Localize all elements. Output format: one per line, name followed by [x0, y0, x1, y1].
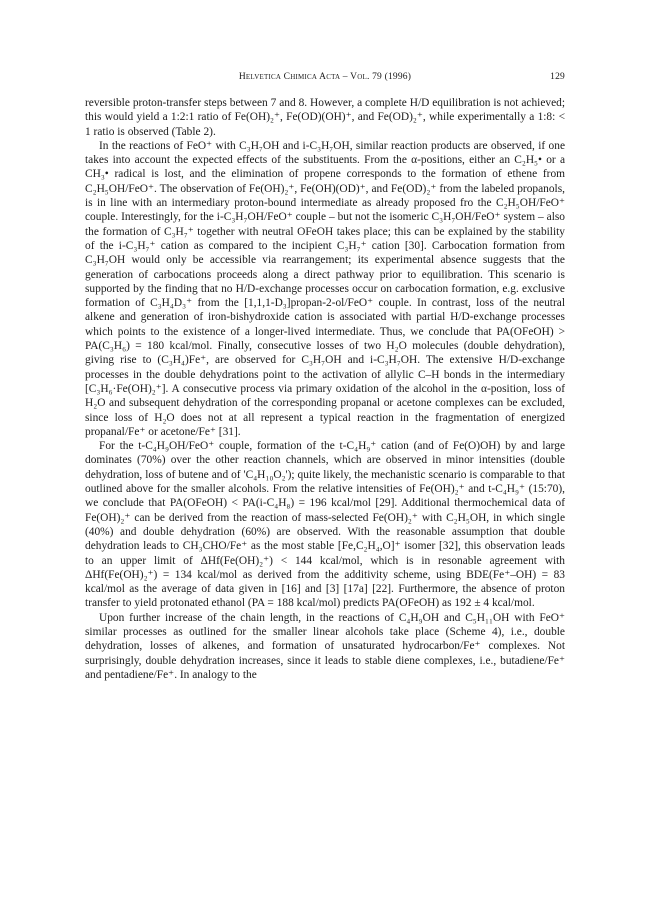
journal-page	[85, 72, 565, 682]
journal-title: Helvetica Chimica Acta – Vol. 79 (1996)	[238, 72, 412, 82]
paragraph-4: Upon further increase of the chain length, in the reactions of C₄H₉OH and C₅H₁₁OH with FeO⁺ similar processes as outlined for the smaller linear alcohols take place (Scheme 4), i.e., double dehydration, losses of alkenes, and formation of unsaturated hydrocarbon/Fe⁺ complexes. Not surprisingly, double dehydration increases, since it leads to stable diene complexes, i.e., butadiene/Fe⁺ and pentadiene/Fe⁺. In analogy to the	[85, 611, 565, 681]
page-number: 129	[550, 72, 565, 82]
paragraph-1: reversible proton-transfer steps between 7 and 8. However, a complete H/D equilibration is not achieved; this would yield a 1:2:1 ratio of Fe(OH)₂⁺, Fe(OD)(OH)⁺, and Fe(OD)₂⁺, while experimentally a 1:8: < 1 ratio is observed (Table 2).	[85, 97, 565, 138]
paragraph-2: In the reactions of FeO⁺ with C₃H₇OH and i-C₃H₇OH, similar reaction products are observed, if one takes into account the expected effects of the substituents. From the α-positions, either an C₂H₅• or a CH₃• radical is lost, and the elimination of propene corresponds to the formation of ethene from C₂H₅OH/FeO⁺. The observation of Fe(OH)₂⁺, Fe(OH)(OD)⁺, and Fe(OD)₂⁺ from the labeled propanols, is in line with an intermediary proton-bound intermediate as already proposed fro the C₂H₅OH/FeO⁺ couple. Interestingly, for the i-C₃H₇OH/FeO⁺ couple – but not the isomeric C₃H₇OH/FeO⁺ system – also the formation of C₃H₇⁺ together with neutral OFeOH takes place; this can be explained by the stability of the i-C₃H₇⁺ cation as compared to the incipient C₃H₇⁺ cation [30]. Carbocation formation from C₃H₇OH would only be accessible via rearrangement; its experimental absence suggests that the generation of carbocations proceeds along a direct pathway prior to equilibration. This scenario is supported by the finding that no H/D-exchange processes occur on carbocation formation, e.g. exclusive formation of C₃H₄D₃⁺ from the [1,1,1-D₃]propan-2-ol/FeO⁺ couple. In contrast, loss of the neutral alkene and generation of iron-bishydroxide cation is associated with partial H/D-exchange processes which points to the existence of a longer-lived intermediate. Thus, we conclude that PA(OFeOH) > PA(C₃H₆) = 180 kcal/mol. Finally, consecutive losses of two H₂O molecules (double dehydration), giving rise to (C₃H₄)Fe⁺, are observed for C₃H₇OH and i-C₃H₇OH. The extensive H/D-exchange processes in the double dehydrations point to the activation of allylic C–H bonds in the intermediary [C₃H₆·Fe(OH)₂⁺]. A consecutive process via primary oxidation of the alcohol in the α-position, loss of H₂O and subsequent dehydration of the corresponding propanal or acetone complexes can be excluded, since loss of H₂O does not at all represent a typical reaction in the fragmentation of energized propanal/Fe⁺ or acetone/Fe⁺ [31].	[85, 139, 565, 438]
running-header	[85, 72, 565, 88]
paragraph-3: For the t-C₄H₉OH/FeO⁺ couple, formation of the t-C₄H₉⁺ cation (and of Fe(O)OH) by and large dominates (70%) over the other reaction channels, which are observed in minor intensities (double dehydration, loss of butene and of 'C₄H₁₀O₂'); quite likely, the mechanistic scenario is comparable to that outlined above for the smaller alcohols. From the relative intensities of Fe(OH)₂⁺ and t-C₄H₉⁺ (15:70), we conclude that PA(OFeOH) < PA(i-C₄H₈) = 196 kcal/mol [29]. Additional thermochemical data of Fe(OH)₂⁺ can be derived from the reaction of mass-selected Fe(OH)₂⁺ with C₂H₅OH, in which single (40%) and double dehydration (60%) are observed. With the reasonable assumption that double dehydration leads to CH₃CHO/Fe⁺ as the most stable [Fe,C₂H₄,O]⁺ isomer [32], this observation leads to an upper limit of ΔHf(Fe(OH)₂⁺) < 144 kcal/mol, which is in resonable agreement with ΔHf(Fe(OH)₂⁺) = 134 kcal/mol as derived from the additivity scheme, using BDE(Fe⁺–OH) = 83 kcal/mol as the average of data given in [16] and [3] [17a] [22]. Furthermore, the absence of proton transfer to yield protonated ethanol (PA = 188 kcal/mol) predicts PA(OFeOH) as 192 ± 4 kcal/mol.	[85, 440, 565, 610]
body-text	[85, 96, 565, 682]
